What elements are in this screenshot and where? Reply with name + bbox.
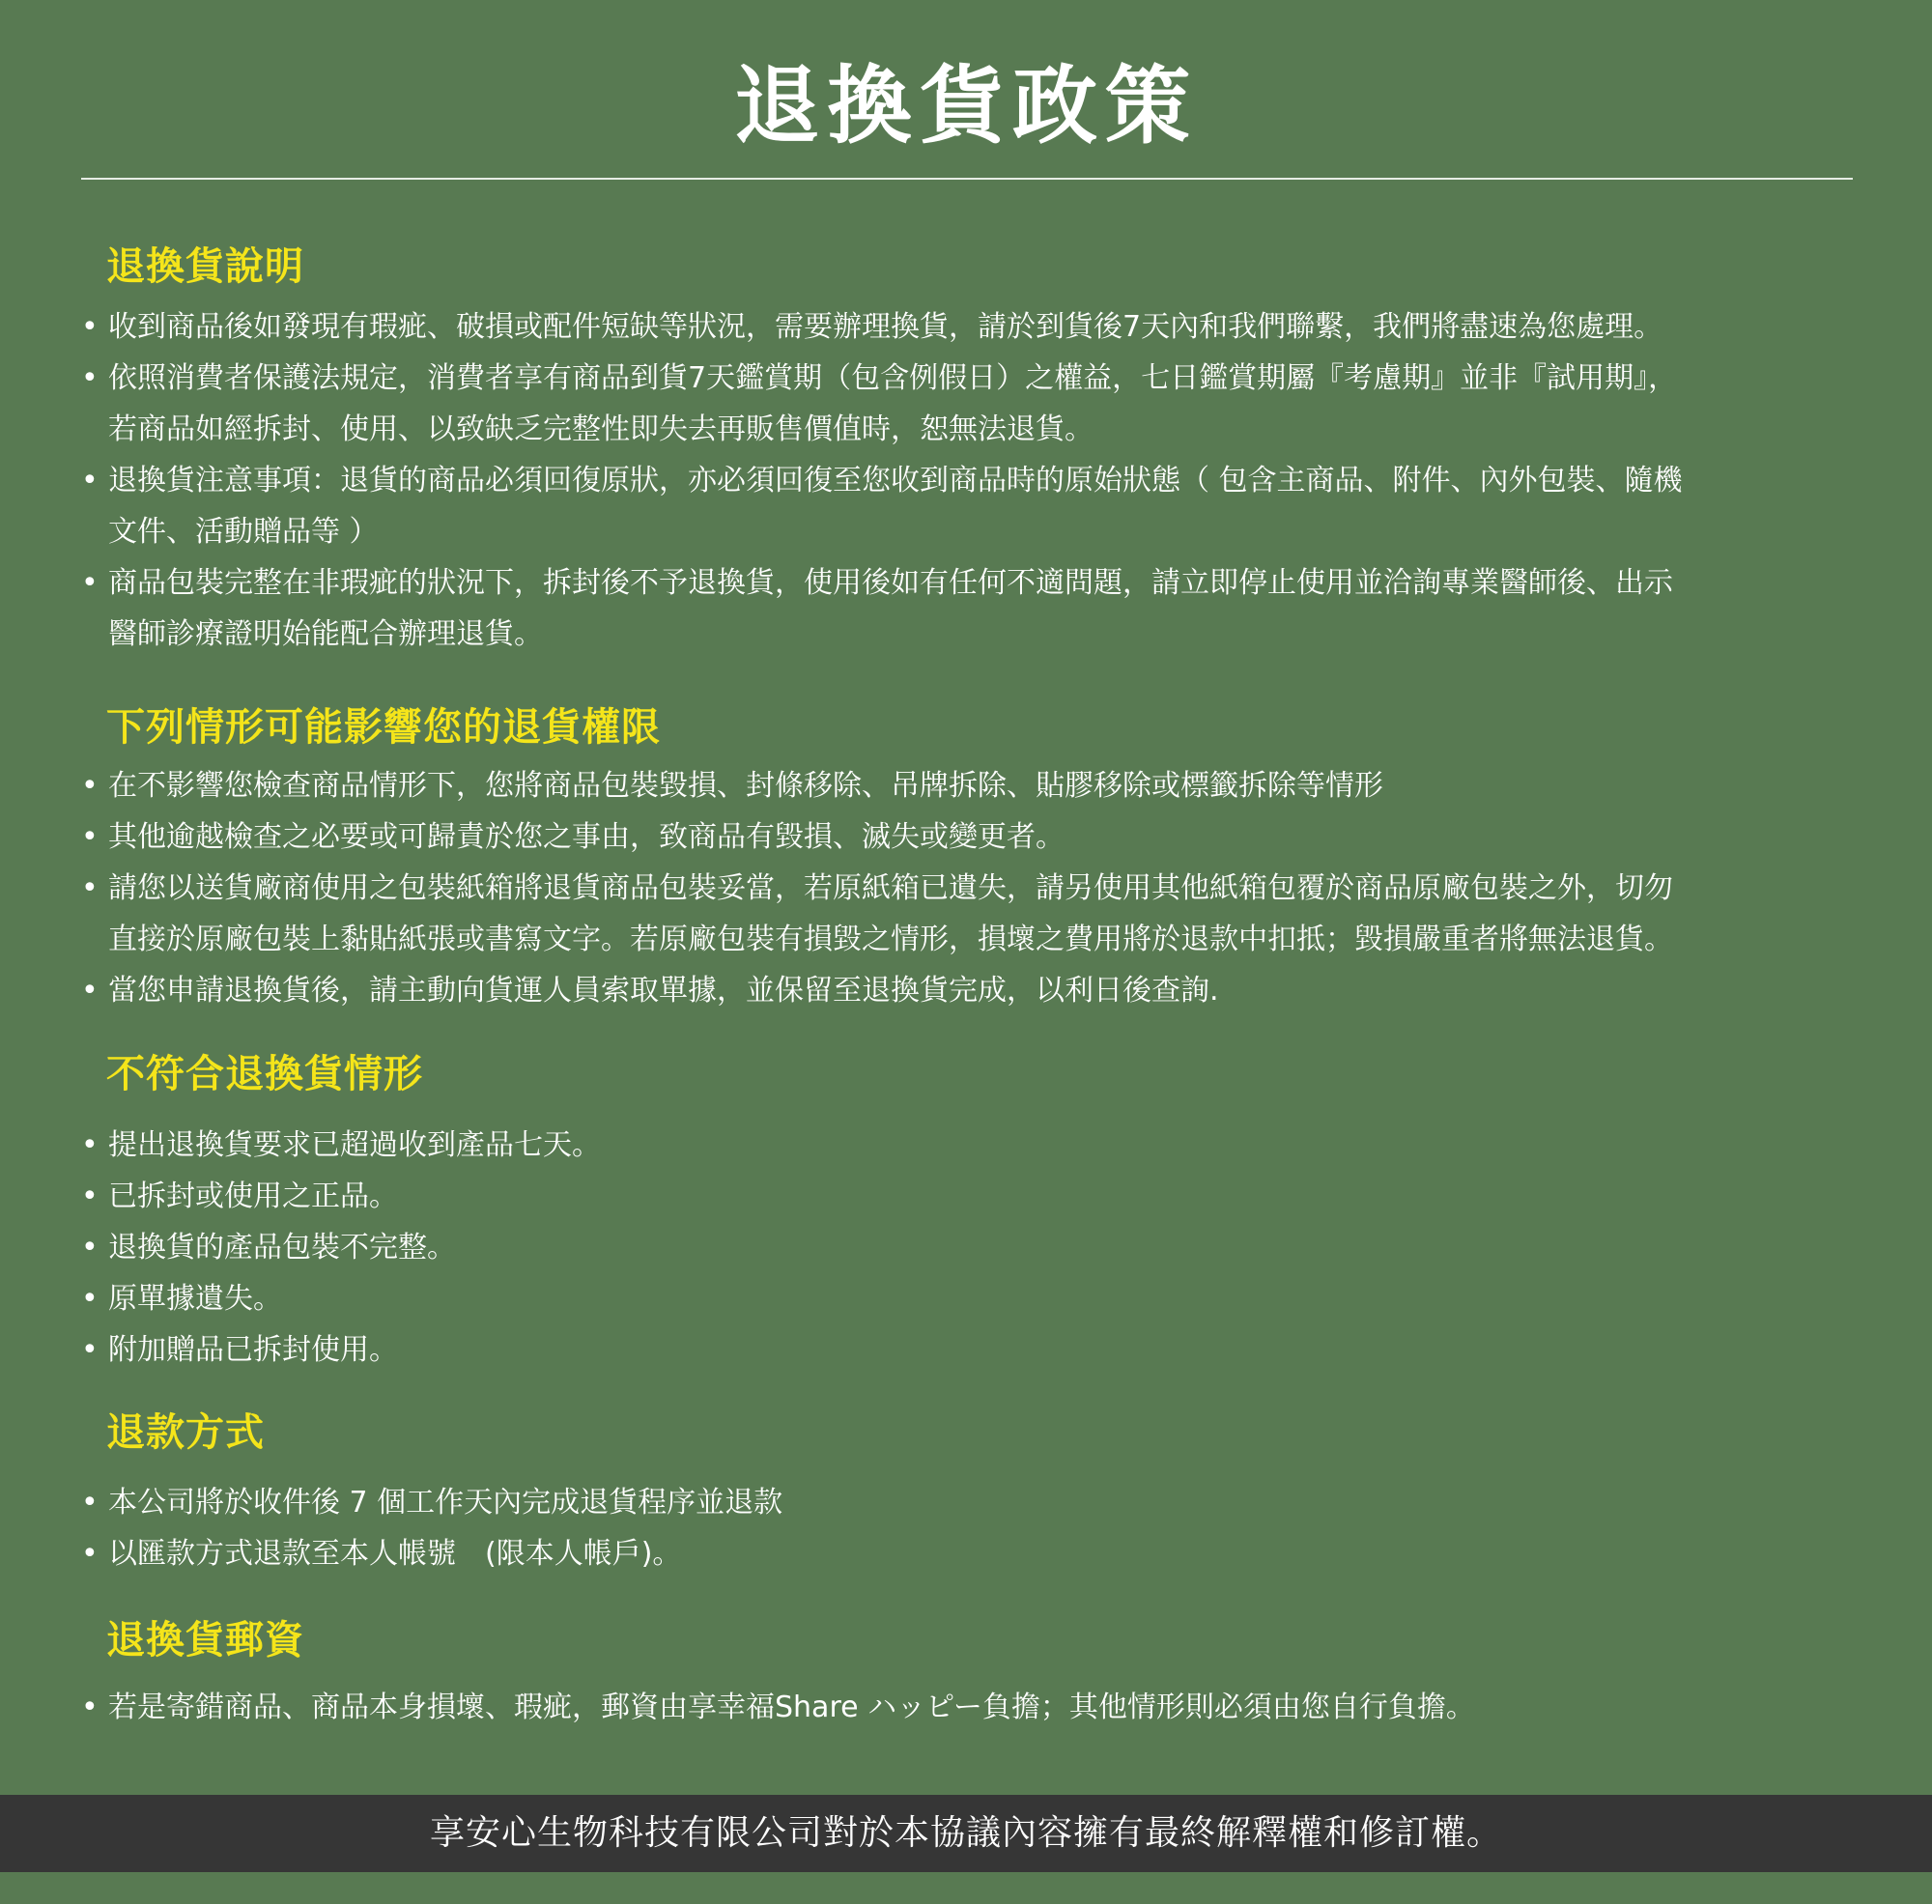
list-item-text: 以匯款方式退款至本人帳號 (限本人帳戶)。 <box>108 1537 682 1571</box>
list-item-text: 醫師診療證明始能配合辦理退貨。 <box>108 617 543 651</box>
list-item-text: 請您以送貨廠商使用之包裝紙箱將退貨商品包裝妥當，若原紙箱已遺失，請另使用其他紙箱包覆於商品原廠包裝之外，切勿 <box>108 871 1673 905</box>
bullet-icon: • <box>81 974 99 1008</box>
list-item-text: 直接於原廠包裝上黏貼紙張或書寫文字。若原廠包裝有損毀之情形，損壞之費用將於退款中扣抵；毀損嚴重者將無法退貨。 <box>108 923 1673 956</box>
bullet-icon: • <box>81 1231 99 1265</box>
page-title: 退換貨政策 <box>733 56 1198 156</box>
bullet-icon: • <box>81 769 99 803</box>
list-item-text: 提出退換貨要求已超過收到產品七天。 <box>108 1128 601 1162</box>
footer-bar <box>0 1795 1932 1872</box>
list-item-text: 收到商品後如發現有瑕疵、破損或配件短缺等狀況，需要辦理換貨，請於到貨後7天內和我們聯繫，我們將盡速為您處理。 <box>108 310 1663 344</box>
list-item-text: 依照消費者保護法規定，消費者享有商品到貨7天鑑賞期（包含例假日）之權益，七日鑑賞期屬『考慮期』並非『試用期』， <box>108 361 1678 395</box>
list-item-text: 其他逾越檢查之必要或可歸責於您之事由，致商品有毀損、滅失或變更者。 <box>108 820 1065 854</box>
list-item-text: 當您申請退換貨後，請主動向貨運人員索取單據，並保留至退換貨完成，以利日後查詢. <box>108 974 1219 1008</box>
list-item-text: 已拆封或使用之正品。 <box>108 1179 398 1213</box>
list-item-text: 商品包裝完整在非瑕疵的狀況下，拆封後不予退換貨，使用後如有任何不適問題，請立即停止使用並洽詢專業醫師後、出示 <box>108 566 1673 600</box>
title-divider <box>81 178 1853 180</box>
list-item <box>81 1682 1859 1733</box>
bullet-icon: • <box>81 1537 99 1571</box>
list-item-text: 退換貨的產品包裝不完整。 <box>108 1231 456 1265</box>
list-item <box>81 760 1859 811</box>
list-item <box>81 1222 1859 1273</box>
list-item <box>81 301 1859 353</box>
section-heading-shipping-fee: 退換貨郵資 <box>106 1618 304 1662</box>
list-item-text: 若商品如經拆封、使用、以致缺乏完整性即失去再販售價值時，恕無法退貨。 <box>108 412 1094 446</box>
list-item <box>81 1477 1859 1528</box>
bullet-icon: • <box>81 1333 99 1367</box>
bullet-icon: • <box>81 1282 99 1316</box>
list-item <box>81 455 1859 557</box>
bullet-icon: • <box>81 310 99 344</box>
list-item <box>81 811 1859 863</box>
list-item <box>81 1273 1859 1324</box>
bullet-icon: • <box>81 1128 99 1162</box>
section-heading-refund-method: 退款方式 <box>106 1410 265 1455</box>
list-item-text: 原單據遺失。 <box>108 1282 282 1316</box>
list-item <box>81 353 1859 455</box>
list-item <box>81 965 1859 1016</box>
list-item <box>81 1171 1859 1222</box>
bullet-icon: • <box>81 871 99 905</box>
bullet-icon: • <box>81 566 99 600</box>
list-item-text: 附加贈品已拆封使用。 <box>108 1333 398 1367</box>
list-item <box>81 1528 1859 1579</box>
section-heading-return-restrictions: 下列情形可能影響您的退貨權限 <box>106 705 661 750</box>
bullet-icon: • <box>81 464 99 497</box>
list-item <box>81 1120 1859 1171</box>
bullet-icon: • <box>81 820 99 854</box>
bullet-icon: • <box>81 1691 99 1724</box>
section-heading-return-explanation: 退換貨說明 <box>106 244 304 289</box>
list-item-text: 在不影響您檢查商品情形下，您將商品包裝毀損、封條移除、吊牌拆除、貼膠移除或標籤拆除等情形 <box>108 769 1383 803</box>
list-item-text: 若是寄錯商品、商品本身損壞、瑕疵，郵資由享幸福Share ハッピー負擔；其他情形則必須由您自行負擔。 <box>108 1691 1475 1724</box>
list-item-text: 退換貨注意事項：退貨的商品必須回復原狀，亦必須回復至您收到商品時的原始狀態（ 包含主商品、附件、內外包裝、隨機 <box>108 464 1683 497</box>
list-item-text: 本公司將於收件後 7 個工作天內完成退貨程序並退款 <box>108 1486 783 1520</box>
list-item-text: 文件、活動贈品等 ） <box>108 515 379 549</box>
footer-text: 享安心生物科技有限公司對於本協議內容擁有最終解釋權和修訂權。 <box>429 1813 1502 1853</box>
bullet-icon: • <box>81 1179 99 1213</box>
list-item <box>81 557 1859 660</box>
bullet-icon: • <box>81 361 99 395</box>
bullet-icon: • <box>81 1486 99 1520</box>
list-item <box>81 863 1859 965</box>
section-heading-non-returnable: 不符合退換貨情形 <box>106 1052 423 1096</box>
list-item <box>81 1324 1859 1376</box>
